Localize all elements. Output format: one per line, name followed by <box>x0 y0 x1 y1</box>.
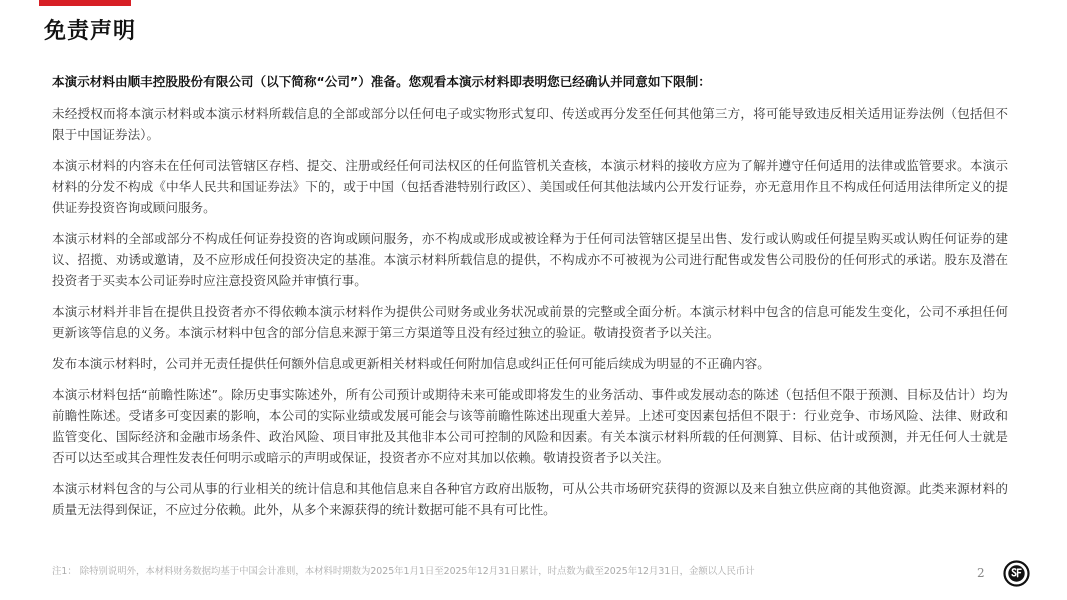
disclaimer-paragraph: 本演示材料的内容未在任何司法管辖区存档、提交、注册或经任何司法权区的任何监管机关查核，本演示材料的接收方应为了解并遵守任何适用的法律或监管要求。本演示材料的分发不构成《中华人民共和国证券法》下的，或于中国（包括香港特别行政区）、美国或任何其他法域内公开发行证券，亦无意用作且不构成任何适用法律所定义的提供证券投资咨询或顾问服务。 <box>52 158 1008 215</box>
page-number: 2 <box>977 566 985 580</box>
disclaimer-paragraph: 本演示材料包含的与公司从事的行业相关的统计信息和其他信息来自各种官方政府出版物，可从公共市场研究获得的资源以及来自独立供应商的其他资源。此类来源材料的质量无法得到保证，不应过分依赖。此外，从多个来源获得的统计数据可能不具有可比性。 <box>52 481 1008 517</box>
disclaimer-paragraph: 本演示材料的全部或部分不构成任何证券投资的咨询或顾问服务，亦不构成或形成或被诠释为于任何司法管辖区提呈出售、发行或认购或任何提呈购买或认购任何证券的建议、招揽、劝诱或邀请，及不应形成任何投资决定的基准。本演示材料所载信息的提供，不构成亦不可被视为公司进行配售或发售公司股份的任何形式的承诺。股东及潜在投资者于买卖本公司证券时应注意投资风险并审慎行事。 <box>52 231 1008 288</box>
page-title: 免责声明 <box>44 19 137 44</box>
disclaimer-paragraph: 本演示材料包括“前瞻性陈述”。除历史事实陈述外，所有公司预计或期待未来可能或即将发生的业务活动、事件或发展动态的陈述（包括但不限于预测、目标及估计）均为前瞻性陈述。受诸多可变因素的影响，本公司的实际业绩或发展可能会与该等前瞻性陈述出现重大差异。上述可变因素包括但不限于：行业竞争、市场风险、法律、财政和监管变化、国际经济和金融市场条件、政治风险、项目审批及其他非本公司可控制的风险和因素。有关本演示材料所载的任何测算、目标、估计或预测，并无任何人士就是否可以达至或其合理性发表任何明示或暗示的声明或保证，投资者亦不应对其加以依赖。敬请投资者予以关注。 <box>52 387 1008 465</box>
disclaimer-paragraph: 未经授权而将本演示材料或本演示材料所载信息的全部或部分以任何电子或实物形式复印、传送或再分发至任何其他第三方，将可能导致违反相关适用证券法例（包括但不限于中国证券法）。 <box>52 106 1008 142</box>
disclaimer-body <box>52 71 1008 530</box>
footnote: 注1： 除特别说明外，本材料财务数据均基于中国会计准则，本材料时期数为2025年1月1日至2025年12月31日累计，时点数为截至2025年12月31日，金额以人民币计 <box>52 566 755 577</box>
disclaimer-intro: 本演示材料由顺丰控股股份有限公司（以下简称“公司”）准备。您观看本演示材料即表明您已经确认并同意如下限制： <box>52 74 711 89</box>
title-accent-bar <box>39 0 131 6</box>
sf-logo-icon <box>1003 560 1030 587</box>
disclaimer-paragraph: 发布本演示材料时，公司并无责任提供任何额外信息或更新相关材料或任何附加信息或纠正任何可能后续成为明显的不正确内容。 <box>52 356 770 371</box>
disclaimer-paragraph: 本演示材料并非旨在提供且投资者亦不得依赖本演示材料作为提供公司财务或业务状况或前景的完整或全面分析。本演示材料中包含的信息可能发生变化，公司不承担任何更新该等信息的义务。本演示材料中包含的部分信息来源于第三方渠道等且没有经过独立的验证。敬请投资者予以关注。 <box>52 304 1008 340</box>
